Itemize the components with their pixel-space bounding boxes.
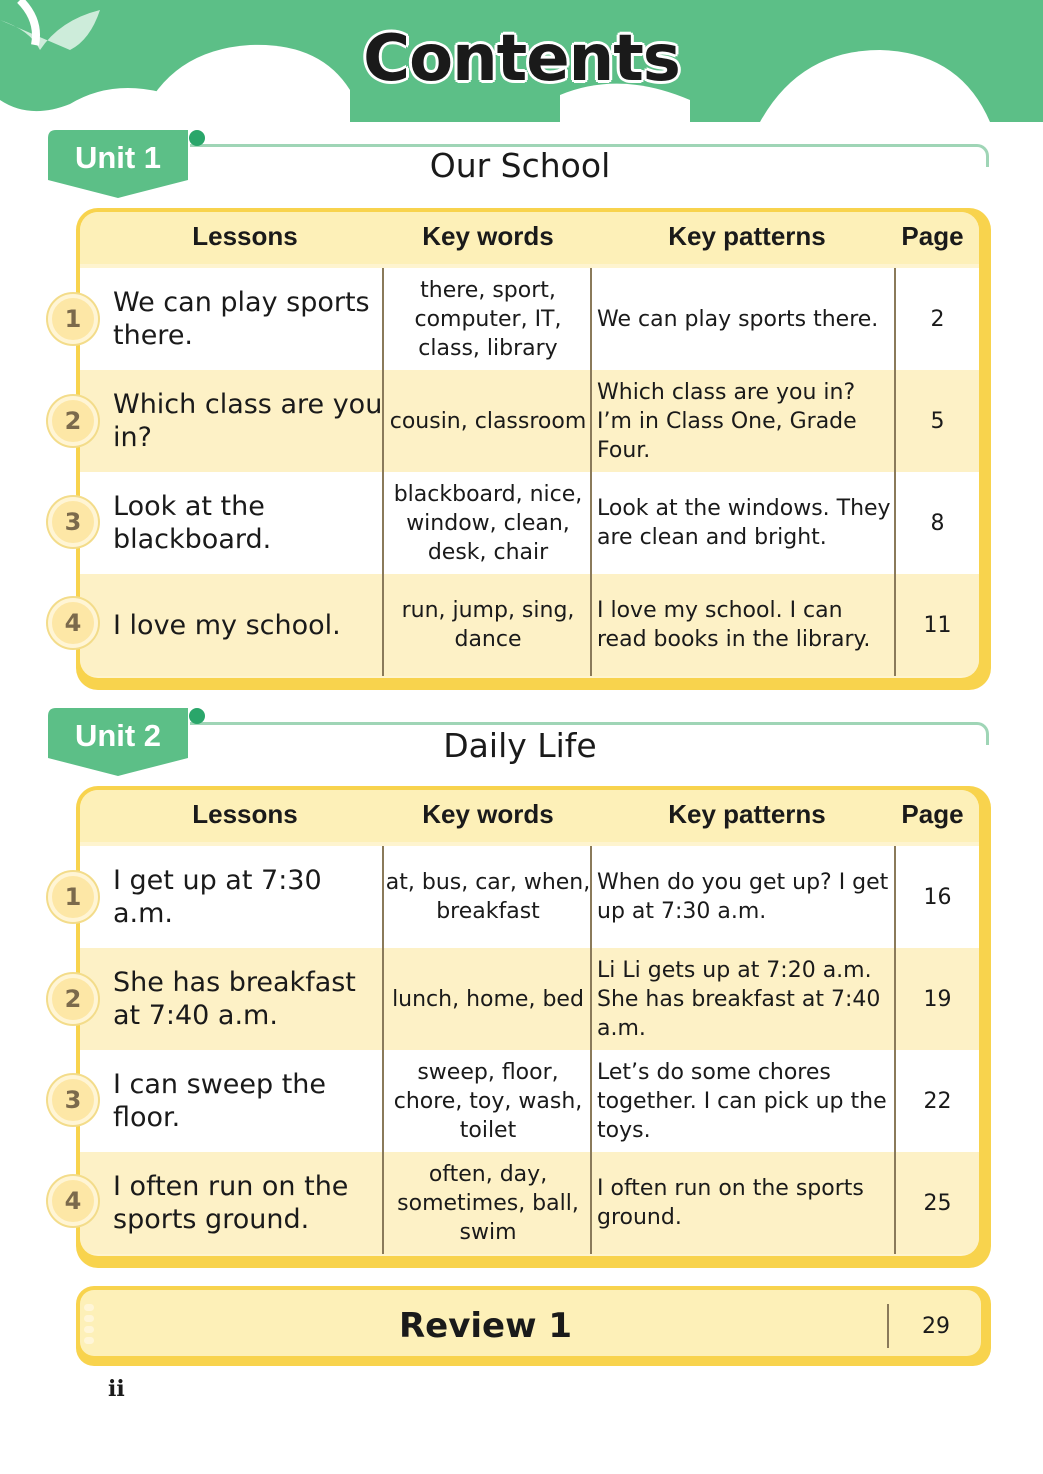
table-row (80, 574, 979, 676)
table-row (80, 472, 979, 574)
column-divider (382, 268, 384, 676)
column-divider (382, 846, 384, 1254)
column-divider (894, 846, 896, 1254)
lesson-number-badge: 4 (48, 598, 98, 648)
table-header (80, 212, 979, 264)
unit-badge-label: Unit 1 (74, 140, 162, 175)
key-words: there, sport, computer, IT, class, library (414, 277, 562, 361)
lesson-title: Look at the blackboard. (113, 491, 272, 555)
lesson-title: I get up at 7:30 a.m. (113, 865, 322, 929)
footer-page-number: ii (108, 1376, 125, 1402)
key-patterns: When do you get up? I get up at 7:30 a.m. (597, 870, 889, 924)
review-label: Review 1 (398, 1306, 573, 1346)
unit-1-table (76, 208, 991, 690)
lesson-title: I often run on the sports ground. (113, 1171, 349, 1235)
unit-2-table (76, 786, 991, 1268)
unit-title: Daily Life (443, 726, 597, 765)
key-patterns: Li Li gets up at 7:20 a.m. She has breakfast at 7:40 a.m. (597, 957, 881, 1041)
page-number: 19 (923, 986, 952, 1012)
key-patterns: Which class are you in? I’m in Class One, Grade Four. (597, 379, 857, 463)
review-row (76, 1286, 991, 1366)
page-number: 5 (930, 408, 945, 434)
col-key-patterns: Key patterns (668, 221, 826, 251)
lesson-title: Which class are you in? (113, 389, 383, 453)
lesson-number-badge: 2 (48, 974, 98, 1024)
page-number: 22 (923, 1088, 952, 1114)
key-words: run, jump, sing, dance (401, 598, 575, 652)
lesson-number-badge: 3 (48, 1075, 98, 1125)
col-lessons: Lessons (192, 221, 298, 251)
page-number: 25 (923, 1190, 952, 1216)
table-header (80, 790, 979, 842)
col-key-words: Key words (422, 221, 554, 251)
table-row (80, 846, 979, 948)
page-title: Contents (363, 22, 680, 96)
key-patterns: I love my school. I can read books in the library. (597, 598, 871, 652)
review-page-number: 29 (922, 1314, 950, 1339)
lesson-number-badge: 4 (48, 1176, 98, 1226)
page-number: 8 (930, 510, 945, 536)
page-number: 2 (930, 306, 945, 332)
lesson-number-badge: 3 (48, 497, 98, 547)
column-divider (590, 846, 592, 1254)
lesson-number-badge: 1 (48, 294, 98, 344)
key-words: often, day, sometimes, ball, swim (397, 1161, 579, 1245)
lesson-number-badge: 1 (48, 872, 98, 922)
key-words: sweep, floor, chore, toy, wash, toilet (393, 1059, 583, 1143)
col-lessons: Lessons (192, 799, 298, 829)
unit-dot (189, 708, 205, 724)
table-row (80, 370, 979, 472)
key-words: blackboard, nice, window, clean, desk, chair (393, 481, 583, 565)
key-words: at, bus, car, when, breakfast (385, 870, 591, 924)
table-row (80, 1050, 979, 1152)
table-row (80, 1152, 979, 1254)
key-patterns: Look at the windows. They are clean and bright. (597, 496, 891, 550)
key-words: cousin, classroom (389, 408, 587, 434)
unit-badge-label: Unit 2 (74, 718, 162, 753)
col-key-words: Key words (422, 799, 554, 829)
lesson-title: I love my school. (113, 609, 341, 641)
unit-dot (189, 130, 205, 146)
page-number: 16 (923, 884, 952, 910)
table-row (80, 948, 979, 1050)
lesson-number-badge: 2 (48, 396, 98, 446)
column-divider (894, 268, 896, 676)
key-patterns: We can play sports there. (597, 306, 879, 332)
key-patterns: I often run on the sports ground. (597, 1176, 864, 1230)
column-divider (590, 268, 592, 676)
lesson-title: We can play sports there. (113, 287, 370, 351)
key-patterns: Let’s do some chores together. I can pick up the toys. (597, 1059, 887, 1143)
page-number: 11 (923, 612, 952, 638)
table-row (80, 268, 979, 370)
col-page: Page (901, 221, 964, 251)
col-page: Page (901, 799, 964, 829)
key-words: lunch, home, bed (392, 986, 584, 1012)
column-divider (887, 1304, 889, 1348)
col-key-patterns: Key patterns (668, 799, 826, 829)
lesson-title: She has breakfast at 7:40 a.m. (113, 967, 356, 1031)
unit-title: Our School (429, 146, 611, 185)
lesson-title: I can sweep the floor. (113, 1069, 327, 1133)
